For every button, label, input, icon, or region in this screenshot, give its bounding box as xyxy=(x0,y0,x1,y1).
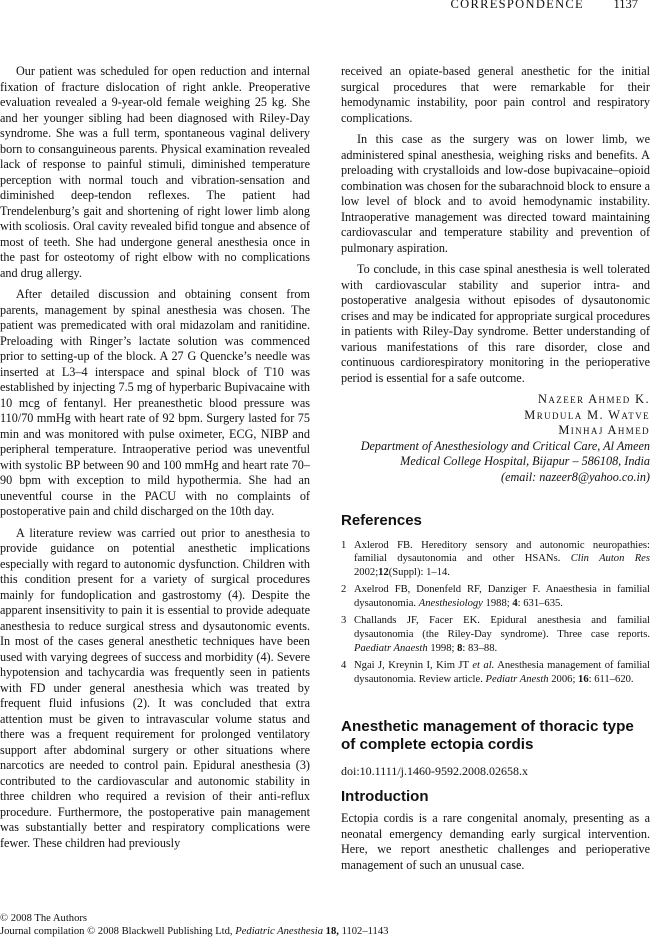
reference-title: Anesthesia management of familial dysautonomia. Review article. xyxy=(354,660,650,685)
reference-item xyxy=(341,614,650,655)
reference-year: 2006; xyxy=(551,673,576,685)
copyright-publisher: Journal compilation © 2008 Blackwell Publishing Ltd, xyxy=(0,926,233,937)
case-description-paragraph: Our patient was scheduled for open reduction and internal fixation of fracture dislocation of right ankle. Preoperative evaluation revealed a 9-year-old female weighing 25 kg. She and her younger sibling had been diagnosed with Riley-Day syndrome. She was a full term, spontaneous vaginal delivery born to consanguineous parents. Physical examination revealed lack of response to painful stimuli, diminished temperature perception with normal touch and vibration-sensation and diminished deep-tendon reflexes. The patient had Trendelenburg’s gait and shortening of right lower limb along with scoliosis. Oral cavity revealed bifid tongue and absence of most of teeth. She had undergone general anesthesia once in the past for osteotomy of right elbow with no complications and drug allergy. xyxy=(0,64,310,280)
reference-authors: Axlerod FB. xyxy=(354,539,413,551)
affiliation-line: Department of Anesthesiology and Critical Care, Al Ameen xyxy=(360,438,650,453)
left-column xyxy=(0,64,310,857)
reference-title: Epidural anesthesia and familial dysautonomia (the Riley-Day syndrome). Three case reports. xyxy=(354,615,650,641)
reference-volume: 8 xyxy=(457,642,463,654)
anesthesia-management-paragraph: After detailed discussion and obtaining consent from parents, management by spinal anesthesia was chosen. The patient was premedicated with oral midazolam and ranitidine. Preloading with Ringer’s lactate solution was commenced prior to setting-up of the block. A 27 G Quencke’s needle was inserted at L3–4 interspace and spinal block of T10 was established by injecting 7.5 mg of hyperbaric Bupivacaine with 10 mcg of fentanyl. Her preanesthetic blood pressure was 110/70 mmHg with heart rate of 92 bpm. Surgery lasted for 75 min and was monitored with pulse oximeter, ECG, NIBP and peripheral temperature. Intraoperative period was uneventful with systolic BP between 90 and 100 mmHg and heart rate 70–90 bpm with exception to mild hypothermia. She had an uneventful course in the PACU with no complaints of postoperative pain and child discharged on the 10th day. xyxy=(0,287,310,518)
reference-number: 1 xyxy=(341,539,347,551)
reference-authors: Challands JF, Facer EK. xyxy=(354,615,480,627)
reference-journal: Pediatr Anesth xyxy=(485,673,549,685)
reference-authors: Axelrod FB, Donenfeld RF, Danziger F. xyxy=(354,584,541,596)
reference-item xyxy=(341,539,650,580)
page-footer xyxy=(0,912,388,938)
reference-number: 4 xyxy=(341,660,347,672)
reference-volume: 12 xyxy=(378,566,389,578)
author-email: (email: nazeer8@yahoo.co.in) xyxy=(501,469,650,484)
reference-pages: : 83–88. xyxy=(462,642,498,654)
reference-list xyxy=(341,539,650,687)
right-column xyxy=(341,64,650,879)
introduction-heading: Introduction xyxy=(341,787,429,805)
reference-volume: 16 xyxy=(578,673,589,685)
footer-volume: 18, xyxy=(325,926,339,937)
reference-journal: Paediatr Anaesth xyxy=(354,642,428,654)
continuation-paragraph: received an opiate-based general anesthetic for the initial surgical procedures that were remarkable for their hemodynamic instability, poor pain control and respiratory complications. xyxy=(341,64,650,125)
reference-title: Hereditory sensory and autonomic neuropathies: familial dysautonomia and other HSANs. xyxy=(354,539,650,565)
reference-pages: : 611–620. xyxy=(588,673,634,685)
reference-year: 1988; xyxy=(485,597,510,609)
discussion-paragraph: In this case as the surgery was on lower limb, we administered spinal anesthesia, weighing risks and benefits. A preloading with crystalloids and low-dose bupivacaine–opioid combination was chosen for the subarachnoid block to ensure a low level of block and to avoid hemodynamic instability. Intraoperative management was directed toward maintaining cardiovascular and temperature stability and prevention of pulmonary aspiration. xyxy=(341,132,650,255)
reference-et-al: et al. xyxy=(472,660,495,672)
introduction-paragraph: Ectopia cordis is a rare congenital anomaly, presenting as a neonatal emergency demanding early surgical intervention. Here, we report anesthetic challenges and perioperative management of such an unusual case. xyxy=(341,811,650,872)
reference-item xyxy=(341,659,650,686)
reference-title: Anaesthesia in familial dysautonomia. xyxy=(354,584,650,609)
running-header xyxy=(0,0,650,12)
reference-number: 3 xyxy=(341,615,347,627)
reference-year: 1998; xyxy=(430,642,455,654)
literature-review-paragraph: A literature review was carried out prior to anesthesia to provide guidance on potential anesthetic implications especially with regard to autonomic dysfunction. Children with this condition present for a variety of surgical procedures mainly for fundoplication and gastrostomy (4). Despite the apparent insensitivity to pain it is essential to provide adequate anesthesia to reduce surgical stress and dysautonomic events. In most of the cases general anesthetic techniques have been used with varying degrees of success and morbidity (4). Severe hypotension and tachycardia was frequently seen in patients with FD under general anesthesia which was treated by frequent fluid infusions (2). It was concluded that extra attention must be given to intravascular volume status and there was a frequent requirement for prolonged ventilatory support after abdominal surgery or other situations where narcotics are needed to control pain. Epidural anesthesia (3) contributed to the cardiovascular and autonomic stability in three children who required a revision of their anti-reflux procedure. Furthermore, the postoperative pain management was substantially better and respiratory complications were fewer. These children had previously xyxy=(0,525,310,850)
copyright-journal xyxy=(0,925,388,938)
author-name: Nazeer Ahmed K. xyxy=(538,392,650,406)
references-heading: References xyxy=(341,512,422,529)
reference-authors: Ngai J, Kreynin I, Kim JT xyxy=(354,660,469,672)
copyright-authors: © 2008 The Authors xyxy=(0,913,88,924)
page-number: 1137 xyxy=(613,0,638,11)
reference-pages: : 631–635. xyxy=(517,597,563,609)
article-title: Anesthetic management of thoracic type of complete ectopia cordis xyxy=(341,718,634,754)
section-title: CORRESPONDENCE xyxy=(450,0,584,11)
author-name: Minhaj Ahmed xyxy=(558,423,650,437)
article-doi: doi:10.1111/j.1460-9592.2008.02658.x xyxy=(341,764,528,779)
reference-journal: Anesthesiology xyxy=(418,597,483,609)
reference-number: 2 xyxy=(341,584,347,596)
footer-pages: 1102–1143 xyxy=(341,926,389,937)
affiliation-line: Medical College Hospital, Bijapur – 586108, India xyxy=(400,454,650,468)
conclusion-paragraph: To conclude, in this case spinal anesthesia is well tolerated with cardiovascular stability and superior intra- and postoperative analgesia without episodes of dysautonomic crises and may be indicated for appropriate surgical procedures in patients with Riley-Day syndrome. Better understanding of various manifestations of this rare disorder, close and continuous cardiorespiratory monitoring in the perioperative period is essential for a safe outcome. xyxy=(341,262,650,385)
reference-journal: Clin Auton Res xyxy=(570,553,650,565)
reference-pages: (Suppl): 1–14. xyxy=(388,566,450,578)
author-signature xyxy=(341,392,650,485)
author-name: Mrudula M. Watve xyxy=(524,407,650,422)
reference-year: 2002; xyxy=(354,566,379,578)
reference-volume: 4 xyxy=(512,597,518,609)
reference-item xyxy=(341,583,650,610)
footer-journal-name: Pediatric Anesthesia xyxy=(235,926,323,937)
